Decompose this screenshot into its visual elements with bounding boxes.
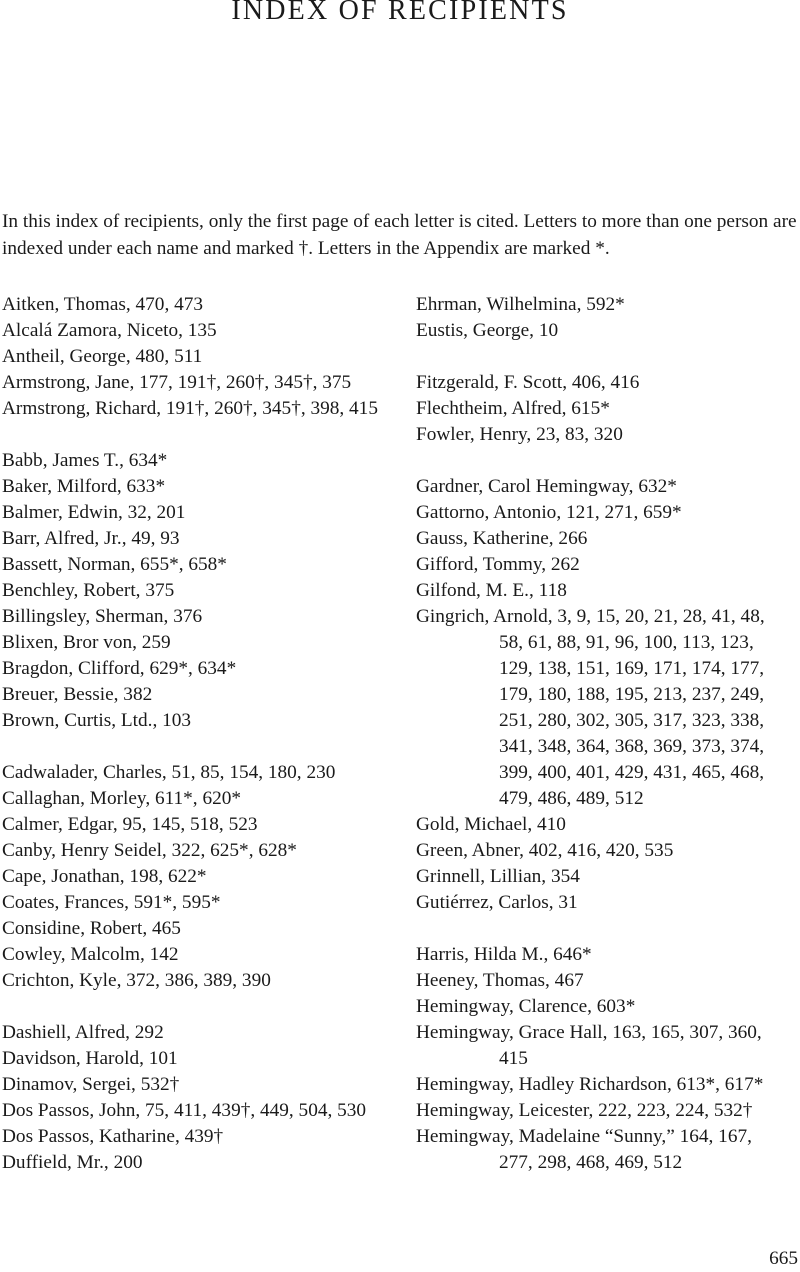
entry-name-line: Dashiell, Alfred, 292 (2, 1022, 164, 1043)
letter-group-gap (2, 734, 402, 760)
entry-name-line: Breuer, Bessie, 382 (2, 684, 153, 705)
index-entry (416, 318, 800, 344)
entry-name-line: Duffield, Mr., 200 (2, 1152, 143, 1173)
index-entry (2, 292, 402, 318)
entry-continuation-line: 251, 280, 302, 305, 317, 323, 338, (499, 710, 765, 731)
entry-name-line: Bassett, Norman, 655*, 658* (2, 554, 227, 575)
entry-continuation-line: 479, 486, 489, 512 (499, 788, 644, 809)
entry-name-line: Dos Passos, Katharine, 439† (2, 1126, 224, 1147)
entry-name-line: Green, Abner, 402, 416, 420, 535 (416, 840, 674, 861)
index-entry (2, 526, 402, 552)
index-entry (416, 526, 800, 552)
index-entry (416, 968, 800, 994)
index-entry (2, 942, 402, 968)
index-entry (416, 890, 800, 916)
index-entry (2, 1150, 402, 1176)
entry-name-line: Grinnell, Lillian, 354 (416, 866, 580, 887)
entry-continuation-line: 58, 61, 88, 91, 96, 100, 113, 123, (499, 632, 754, 653)
index-entry (416, 1098, 800, 1124)
entry-name-line: Gauss, Katherine, 266 (416, 528, 588, 549)
letter-group-gap (416, 448, 800, 474)
index-entry (2, 708, 402, 734)
index-entry (2, 578, 402, 604)
page-number: 665 (769, 1248, 798, 1269)
letter-group-gap (2, 422, 402, 448)
entry-name-line: Calmer, Edgar, 95, 145, 518, 523 (2, 814, 258, 835)
index-entry (2, 318, 402, 344)
letter-group-gap (416, 344, 800, 370)
entry-name-line: Cape, Jonathan, 198, 622* (2, 866, 207, 887)
entry-name-line: Gilfond, M. E., 118 (416, 580, 567, 601)
entry-name-line: Benchley, Robert, 375 (2, 580, 175, 601)
entry-name-line: Gifford, Tommy, 262 (416, 554, 580, 575)
entry-name-line: Fowler, Henry, 23, 83, 320 (416, 424, 623, 445)
entry-name-line: Babb, James T., 634* (2, 450, 168, 471)
entry-continuation-line: 399, 400, 401, 429, 431, 465, 468, (499, 762, 765, 783)
index-entry (416, 474, 800, 500)
index-entry (416, 1020, 800, 1072)
index-entry (416, 864, 800, 890)
index-entry (2, 396, 402, 422)
index-entry (2, 370, 402, 396)
entry-continuation-line: 277, 298, 468, 469, 512 (499, 1152, 683, 1173)
index-entry (416, 1072, 800, 1098)
index-intro: In this index of recipients, only the first page of each letter is cited. Letters to more than one person are indexed under each name and marked †. Letters in the Appendix are marked *. (2, 211, 797, 259)
entry-name-line: Davidson, Harold, 101 (2, 1048, 178, 1069)
entry-name-line: Cadwalader, Charles, 51, 85, 154, 180, 230 (2, 762, 336, 783)
index-entry (416, 578, 800, 604)
index-entry (2, 916, 402, 942)
entry-name-line: Dos Passos, John, 75, 411, 439†, 449, 504, 530 (2, 1100, 367, 1121)
entry-name-line: Bragdon, Clifford, 629*, 634* (2, 658, 237, 679)
index-entry (2, 1098, 402, 1124)
entry-name-line: Hemingway, Madelaine “Sunny,” 164, 167, (416, 1126, 752, 1147)
entry-name-line: Crichton, Kyle, 372, 386, 389, 390 (2, 970, 271, 991)
index-entry (2, 968, 402, 994)
index-entry (2, 474, 402, 500)
index-entry (416, 396, 800, 422)
entry-name-line: Gattorno, Antonio, 121, 271, 659* (416, 502, 682, 523)
index-entry (416, 552, 800, 578)
index-entry (2, 838, 402, 864)
index-entry (2, 1020, 402, 1046)
entry-name-line: Canby, Henry Seidel, 322, 625*, 628* (2, 840, 297, 861)
index-entry (416, 812, 800, 838)
entry-name-line: Baker, Milford, 633* (2, 476, 166, 497)
entry-name-line: Callaghan, Morley, 611*, 620* (2, 788, 242, 809)
index-entry (2, 1046, 402, 1072)
entry-continuation-line: 415 (499, 1048, 528, 1069)
index-entry (2, 864, 402, 890)
entry-continuation-line: 129, 138, 151, 169, 171, 174, 177, (499, 658, 765, 679)
index-entry (2, 552, 402, 578)
index-entry (2, 344, 402, 370)
entry-name-line: Gold, Michael, 410 (416, 814, 566, 835)
index-entry (2, 812, 402, 838)
entry-name-line: Barr, Alfred, Jr., 49, 93 (2, 528, 180, 549)
entry-name-line: Coates, Frances, 591*, 595* (2, 892, 221, 913)
entry-name-line: Gardner, Carol Hemingway, 632* (416, 476, 677, 497)
index-entry (416, 838, 800, 864)
entry-continuation-line: 341, 348, 364, 368, 369, 373, 374, (499, 736, 765, 757)
entry-name-line: Balmer, Edwin, 32, 201 (2, 502, 186, 523)
index-entry (2, 786, 402, 812)
entry-name-line: Cowley, Malcolm, 142 (2, 944, 179, 965)
index-entry (2, 890, 402, 916)
entry-continuation-line: 179, 180, 188, 195, 213, 237, 249, (499, 684, 765, 705)
index-entry (2, 630, 402, 656)
index-entry (416, 422, 800, 448)
index-entry (2, 656, 402, 682)
entry-name-line: Gutiérrez, Carlos, 31 (416, 892, 578, 913)
entry-name-line: Hemingway, Hadley Richardson, 613*, 617* (416, 1074, 764, 1095)
entry-name-line: Eustis, George, 10 (416, 320, 559, 341)
entry-name-line: Hemingway, Grace Hall, 163, 165, 307, 360, (416, 1022, 762, 1043)
entry-name-line: Aitken, Thomas, 470, 473 (2, 294, 204, 315)
index-entry (2, 760, 402, 786)
index-entry (2, 1124, 402, 1150)
entry-name-line: Flechtheim, Alfred, 615* (416, 398, 610, 419)
index-entry (2, 604, 402, 630)
entry-name-line: Alcalá Zamora, Niceto, 135 (2, 320, 217, 341)
entry-name-line: Considine, Robert, 465 (2, 918, 181, 939)
entry-name-line: Armstrong, Richard, 191†, 260†, 345†, 398, 415 (2, 398, 378, 419)
entry-name-line: Ehrman, Wilhelmina, 592* (416, 294, 625, 315)
entry-name-line: Blixen, Bror von, 259 (2, 632, 171, 653)
letter-group-gap (2, 994, 402, 1020)
index-column-left (2, 292, 402, 1176)
index-entry (416, 500, 800, 526)
index-entry (2, 682, 402, 708)
entry-name-line: Billingsley, Sherman, 376 (2, 606, 203, 627)
entry-name-line: Brown, Curtis, Ltd., 103 (2, 710, 192, 731)
entry-name-line: Dinamov, Sergei, 532† (2, 1074, 180, 1095)
index-entry (2, 1072, 402, 1098)
index-entry (416, 292, 800, 318)
index-entry (416, 994, 800, 1020)
entry-name-line: Hemingway, Clarence, 603* (416, 996, 636, 1017)
entry-name-line: Gingrich, Arnold, 3, 9, 15, 20, 21, 28, 41, 48, (416, 606, 765, 627)
index-entry (416, 942, 800, 968)
index-entry (2, 500, 402, 526)
entry-name-line: Heeney, Thomas, 467 (416, 970, 584, 991)
entry-name-line: Harris, Hilda M., 646* (416, 944, 592, 965)
letter-group-gap (416, 916, 800, 942)
entry-name-line: Armstrong, Jane, 177, 191†, 260†, 345†, 375 (2, 372, 352, 393)
index-entry (416, 1124, 800, 1176)
index-entry (2, 448, 402, 474)
entry-name-line: Fitzgerald, F. Scott, 406, 416 (416, 372, 640, 393)
index-column-right (416, 292, 800, 1176)
page-title: INDEX OF RECIPIENTS (231, 0, 569, 26)
index-entry (416, 370, 800, 396)
entry-name-line: Hemingway, Leicester, 222, 223, 224, 532† (416, 1100, 753, 1121)
index-entry (416, 604, 800, 812)
entry-name-line: Antheil, George, 480, 511 (2, 346, 203, 367)
